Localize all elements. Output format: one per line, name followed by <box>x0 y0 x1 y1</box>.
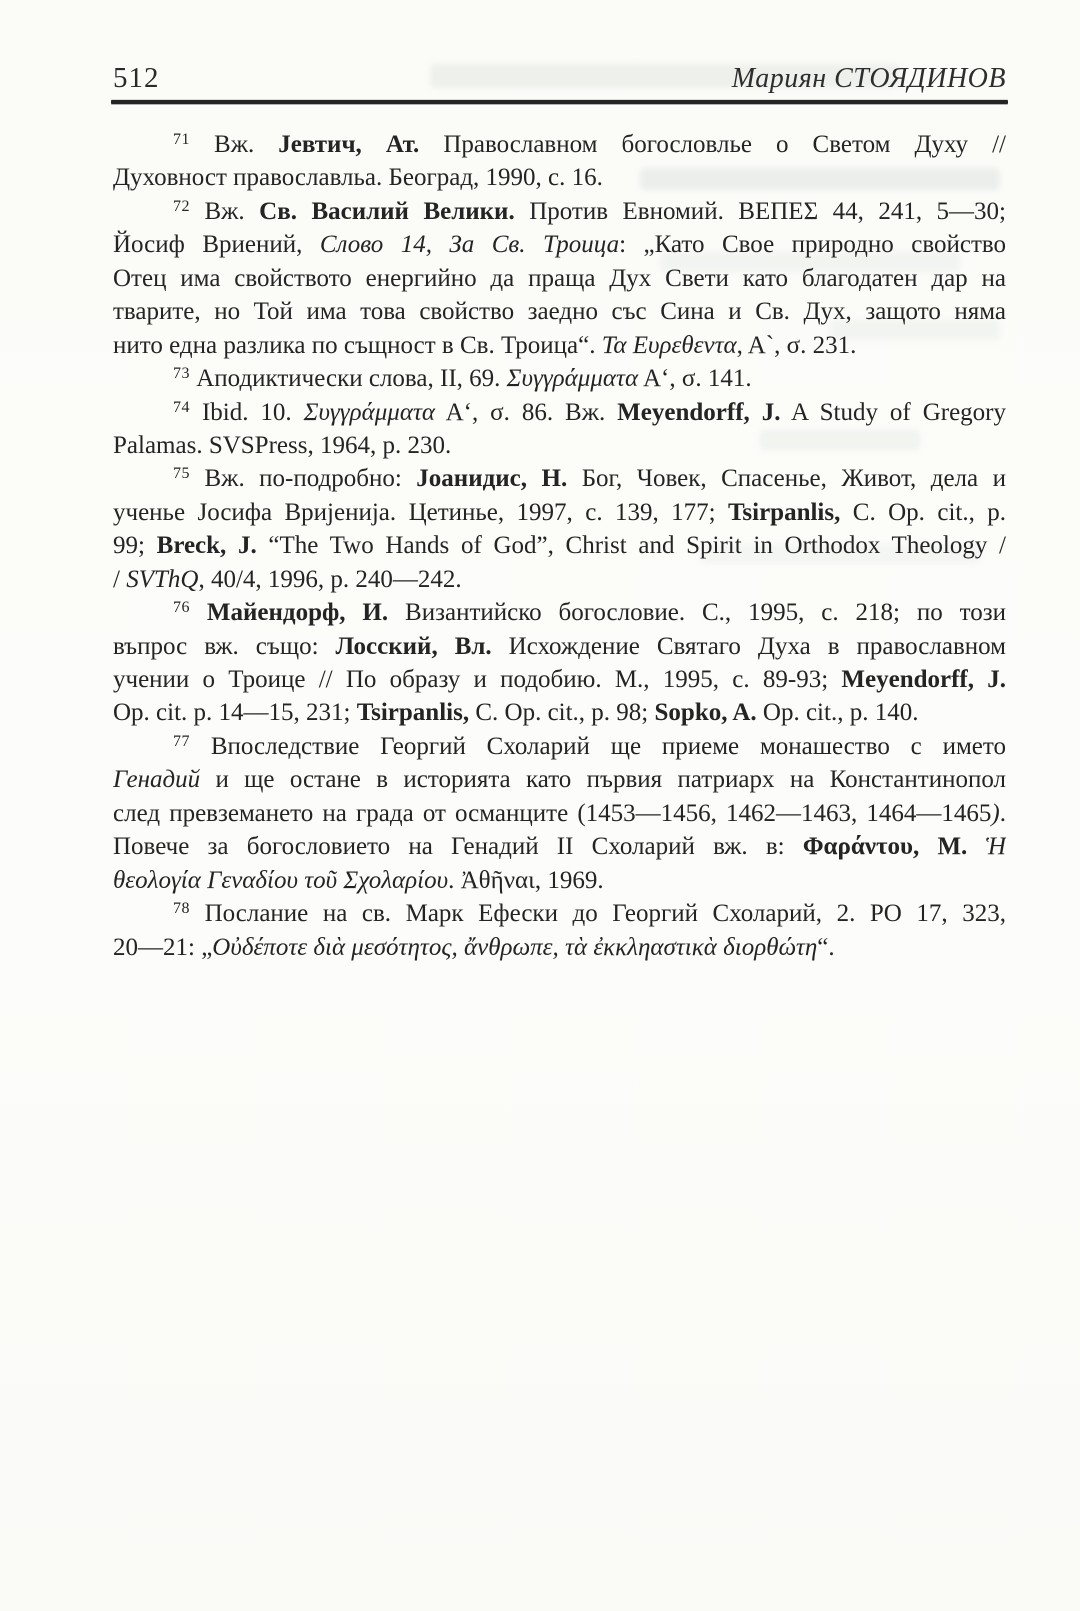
footnote-line: $^{77}$ Впоследствие Георгий Схоларий ще приеме монашество с името <box>173 732 1006 760</box>
footnote-line: $^{78}$ Послание на св. Марк Ефески до Георгий Схоларий, 2. PO 17, 323, <box>173 900 1006 928</box>
footnote-marker: 76 <box>173 599 190 617</box>
footnote-line: учении о Троице // По образу и подобию. М., 1995, с. 89-93; Meyendorff, J. <box>113 666 1006 693</box>
footnote-75 <box>113 462 1006 596</box>
footnotes <box>113 128 1006 964</box>
footnote-line: Духовност православльа. Београд, 1990, с. 16. <box>113 164 603 192</box>
footnote-77 <box>113 730 1006 897</box>
footnote-line: $^{75}$ Вж. по-подробно: Јоанидис, Н. Бог, Човек, Спасенье, Живот, дела и <box>173 465 1006 493</box>
footnote-line: $^{71}$ Вж. Јевтич, Ат. Православном богословлье о Светом Духу // <box>173 131 1006 158</box>
footnote-line: $^{73}$ Аподиктически слова, II, 69. Συγγράμματα Α‘, σ. 141. <box>173 365 752 393</box>
footnote-78 <box>113 897 1006 964</box>
footnote-marker: 71 <box>173 131 190 148</box>
page-header <box>113 62 1006 95</box>
footnote-76 <box>113 596 1006 730</box>
footnote-line: нито една разлика по същност в Св. Троица“. Τα Ευρεθεντα, Α`, σ. 231. <box>113 331 857 359</box>
footnote-line: $^{76}$ Майендорф, И. Византийско богословие. С., 1995, с. 218; по този <box>173 599 1006 627</box>
footnote-marker: 77 <box>173 732 190 750</box>
footnote-line: след превземането на града от османците (1453—1456, 1462—1463, 1464—1465). <box>113 799 1006 827</box>
footnote-line: тварите, но Той има това свойство заедно със Сина и Св. Дух, защото няма <box>113 298 1006 326</box>
footnote-line: Отец има свойството енергийно да праща Дух Свети като благодатен дар на <box>113 264 1006 292</box>
footnote-71 <box>113 128 1006 195</box>
footnote-line: $^{72}$ Вж. Св. Василий Велики. Против Евномий. ВЕПЕΣ 44, 241, 5—30; <box>173 197 1006 225</box>
footnote-line: въпрос вж. също: Лосский, Вл. Исхождение Святаго Духа в православном <box>113 632 1006 660</box>
footnote-line: 20—21: „Οὐδέποτε διὰ μεσότητος, ἄνθρωπε, τὰ ἐκκληαστικὰ διορθώτη“. <box>113 933 835 961</box>
footnote-line: $^{74}$ Ibid. 10. Συγγράμματα Α‘, σ. 86. Вж. Meyendorff, J. A Study of Gregory <box>173 398 1006 426</box>
footnote-72 <box>113 195 1006 362</box>
footnote-marker: 74 <box>173 398 190 416</box>
footnote-line: Op. cit. p. 14—15, 231; Tsirpanlis, C. Op. cit., p. 98; Sopko, A. Op. cit., p. 140. <box>113 699 919 727</box>
footnote-marker: 75 <box>173 465 190 483</box>
footnote-marker: 73 <box>173 365 190 383</box>
footnote-line: Йосиф Вриений, Слово 14, За Св. Троица: „Като Свое природно свойство <box>113 231 1006 259</box>
footnote-line: Palamas. SVSPress, 1964, p. 230. <box>113 431 452 459</box>
page-number: 512 <box>113 62 160 94</box>
footnote-line: θεολογία Γεναδίου τοῦ Σχολαρίου. Ἀθῆναι, 1969. <box>113 866 604 894</box>
footnote-marker: 78 <box>173 900 190 918</box>
header-rule <box>111 100 1008 104</box>
footnote-73 <box>113 362 1006 395</box>
footnote-line: Повече за богословието на Генадий II Схоларий вж. в: Φαράντου, Μ. Ἡ <box>113 833 1006 861</box>
footnote-74 <box>113 396 1006 463</box>
running-title: Мариян СТОЯДИНОВ <box>731 63 1006 94</box>
footnote-line: ученье Јосифа Вријенија. Цетинье, 1997, с. 139, 177; Tsirpanlis, C. Op. cit., p. <box>113 498 1006 526</box>
footnote-line: Генадий и ще остане в историята като първия патриарх на Константинопол <box>113 766 1006 794</box>
footnote-marker: 72 <box>173 197 190 215</box>
footnote-line: / SVThQ, 40/4, 1996, p. 240—242. <box>113 565 462 593</box>
footnote-line: 99; Breck, J. “The Two Hands of God”, Christ and Spirit in Orthodox Theology / <box>113 532 1006 560</box>
